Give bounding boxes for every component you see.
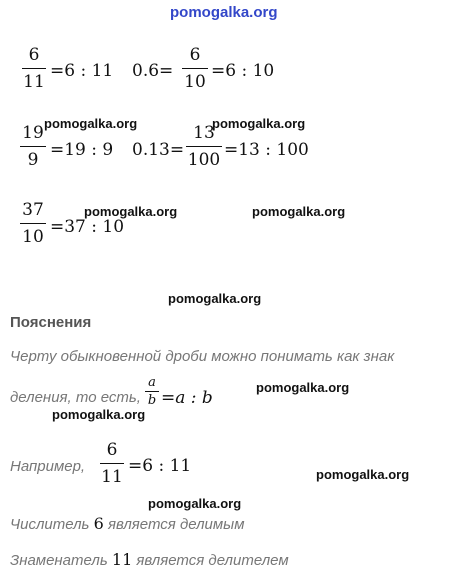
fraction-numerator: a	[148, 375, 156, 390]
numerator-value: 6	[93, 514, 104, 533]
fraction-result: =6 : 10	[211, 61, 275, 81]
denominator-line	[10, 550, 289, 569]
decimal-lead: 0.13=	[132, 140, 185, 160]
explanation-line-2-result: =a : b	[161, 388, 213, 408]
fraction-denominator: 10	[184, 72, 206, 92]
fraction-denominator: b	[147, 393, 157, 408]
denominator-pre: Знаменатель	[10, 552, 108, 569]
fraction-bar	[100, 463, 124, 464]
example-fraction	[100, 440, 124, 487]
fraction-numerator: 19	[22, 123, 44, 143]
fraction-37-10	[20, 200, 46, 247]
numerator-line	[10, 514, 245, 533]
fraction-a-b	[145, 375, 159, 408]
fraction-denominator: 11	[23, 72, 45, 92]
fraction-result: =13 : 100	[224, 140, 309, 160]
fraction-bar	[186, 146, 222, 147]
watermark: pomogalka.org	[256, 380, 350, 395]
denominator-value: 11	[111, 550, 133, 569]
fraction-bar	[20, 223, 46, 224]
watermark: pomogalka.org	[44, 116, 138, 131]
fraction-denominator: 11	[101, 467, 123, 487]
fraction-bar	[22, 68, 46, 69]
fraction-19-9	[20, 123, 46, 170]
fraction-result: =6 : 11	[50, 61, 114, 81]
fraction-bar	[20, 146, 46, 147]
watermark: pomogalka.org	[52, 407, 146, 422]
fraction-numerator: 6	[106, 440, 118, 460]
fraction-result: =37 : 10	[50, 217, 125, 237]
example-label: Например,	[10, 458, 86, 475]
fraction-denominator: 9	[27, 150, 39, 170]
watermark: pomogalka.org	[316, 467, 410, 482]
fraction-numerator: 13	[193, 123, 215, 143]
fraction-bar	[145, 391, 159, 392]
numerator-post: является делимым	[107, 516, 245, 533]
explanation-line-1: Черту обыкновенной дроби можно понимать как знак	[10, 348, 395, 365]
fraction-bar	[182, 68, 208, 69]
fraction-numerator: 37	[22, 200, 44, 220]
fraction-result: =19 : 9	[50, 140, 114, 160]
decimal-lead: 0.6=	[132, 61, 174, 81]
example-result: =6 : 11	[128, 456, 192, 476]
watermark: pomogalka.org	[84, 204, 178, 219]
fraction-denominator: 10	[22, 227, 44, 247]
numerator-pre: Числитель	[10, 516, 90, 533]
site-header[interactable]: pomogalka.org	[170, 4, 278, 21]
watermark: pomogalka.org	[252, 204, 346, 219]
fraction-6-11	[22, 45, 46, 92]
fraction-numerator: 6	[28, 45, 40, 65]
explanation-heading: Пояснения	[10, 314, 92, 331]
denominator-post: является делителем	[136, 552, 289, 569]
watermark: pomogalka.org	[148, 496, 242, 511]
watermark: pomogalka.org	[212, 116, 306, 131]
explanation-line-2-text: деления, то есть,	[10, 389, 141, 406]
fraction-numerator: 6	[189, 45, 201, 65]
watermark: pomogalka.org	[168, 291, 262, 306]
fraction-6-10	[182, 45, 208, 92]
fraction-denominator: 100	[187, 150, 221, 170]
